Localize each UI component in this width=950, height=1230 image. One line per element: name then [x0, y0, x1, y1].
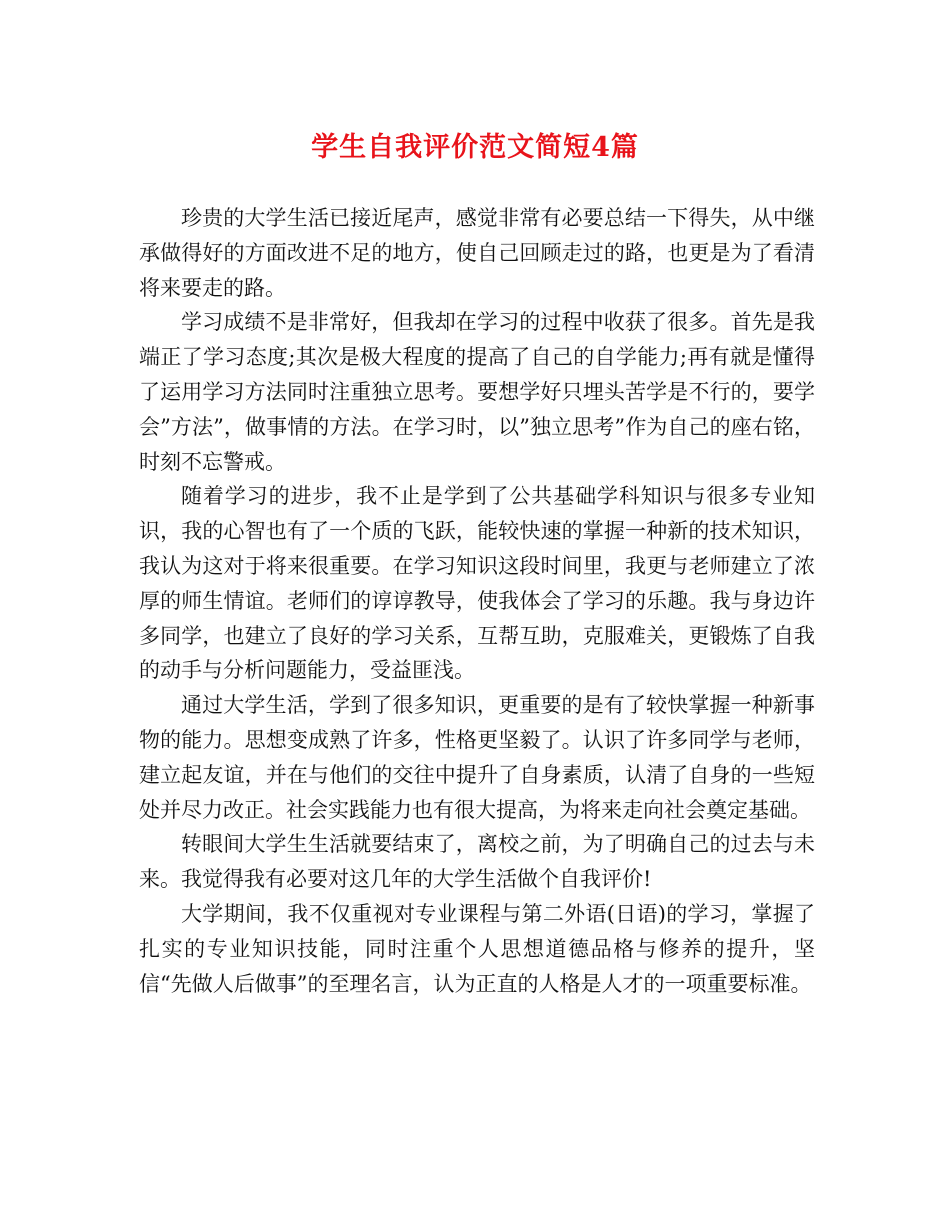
- paragraph: 随着学习的进步，我不止是学到了公共基础学科知识与很多专业知识，我的心智也有了一个质的飞跃，能较快速的掌握一种新的技术知识，我认为这对于将来很重要。在学习知识这段时间里，我更与老师建立了浓厚的师生情谊。老师们的谆谆教导，使我体会了学习的乐趣。我与身边许多同学，也建立了良好的学习关系，互帮互助，克服难关，更锻炼了自我的动手与分析问题能力，受益匪浅。: [139, 484, 815, 683]
- paragraph: 通过大学生活，学到了很多知识，更重要的是有了较快掌握一种新事物的能力。思想变成熟了许多，性格更坚毅了。认识了许多同学与老师，建立起友谊，并在与他们的交往中提升了自身素质，认清了自身的一些短处并尽力改正。社会实践能力也有很大提高，为将来走向社会奠定基础。: [139, 693, 815, 822]
- paragraph: 大学期间，我不仅重视对专业课程与第二外语(日语)的学习，掌握了扎实的专业知识技能，同时注重个人思想道德品格与修养的提升，坚信“先做人后做事”的至理名言，认为正直的人格是人才的一项重要标准。: [139, 901, 815, 996]
- paragraph: 转眼间大学生生活就要结束了，离校之前，为了明确自己的过去与未来。我觉得我有必要对这几年的大学生活做个自我评价!: [139, 832, 815, 892]
- document-title: 学生自我评价范文简短4篇: [311, 132, 639, 163]
- paragraph: 珍贵的大学生活已接近尾声，感觉非常有必要总结一下得失，从中继承做得好的方面改进不足的地方，使自己回顾走过的路，也更是为了看清将来要走的路。: [139, 206, 815, 300]
- document-body: [139, 201, 815, 1001]
- paragraph: 学习成绩不是非常好，但我却在学习的过程中收获了很多。首先是我端正了学习态度;其次是极大程度的提高了自己的自学能力;再有就是懂得了运用学习方法同时注重独立思考。要想学好只埋头苦学是不行的，要学会”方法”，做事情的方法。在学习时，以”独立思考”作为自己的座右铭，时刻不忘警戒。: [139, 310, 815, 474]
